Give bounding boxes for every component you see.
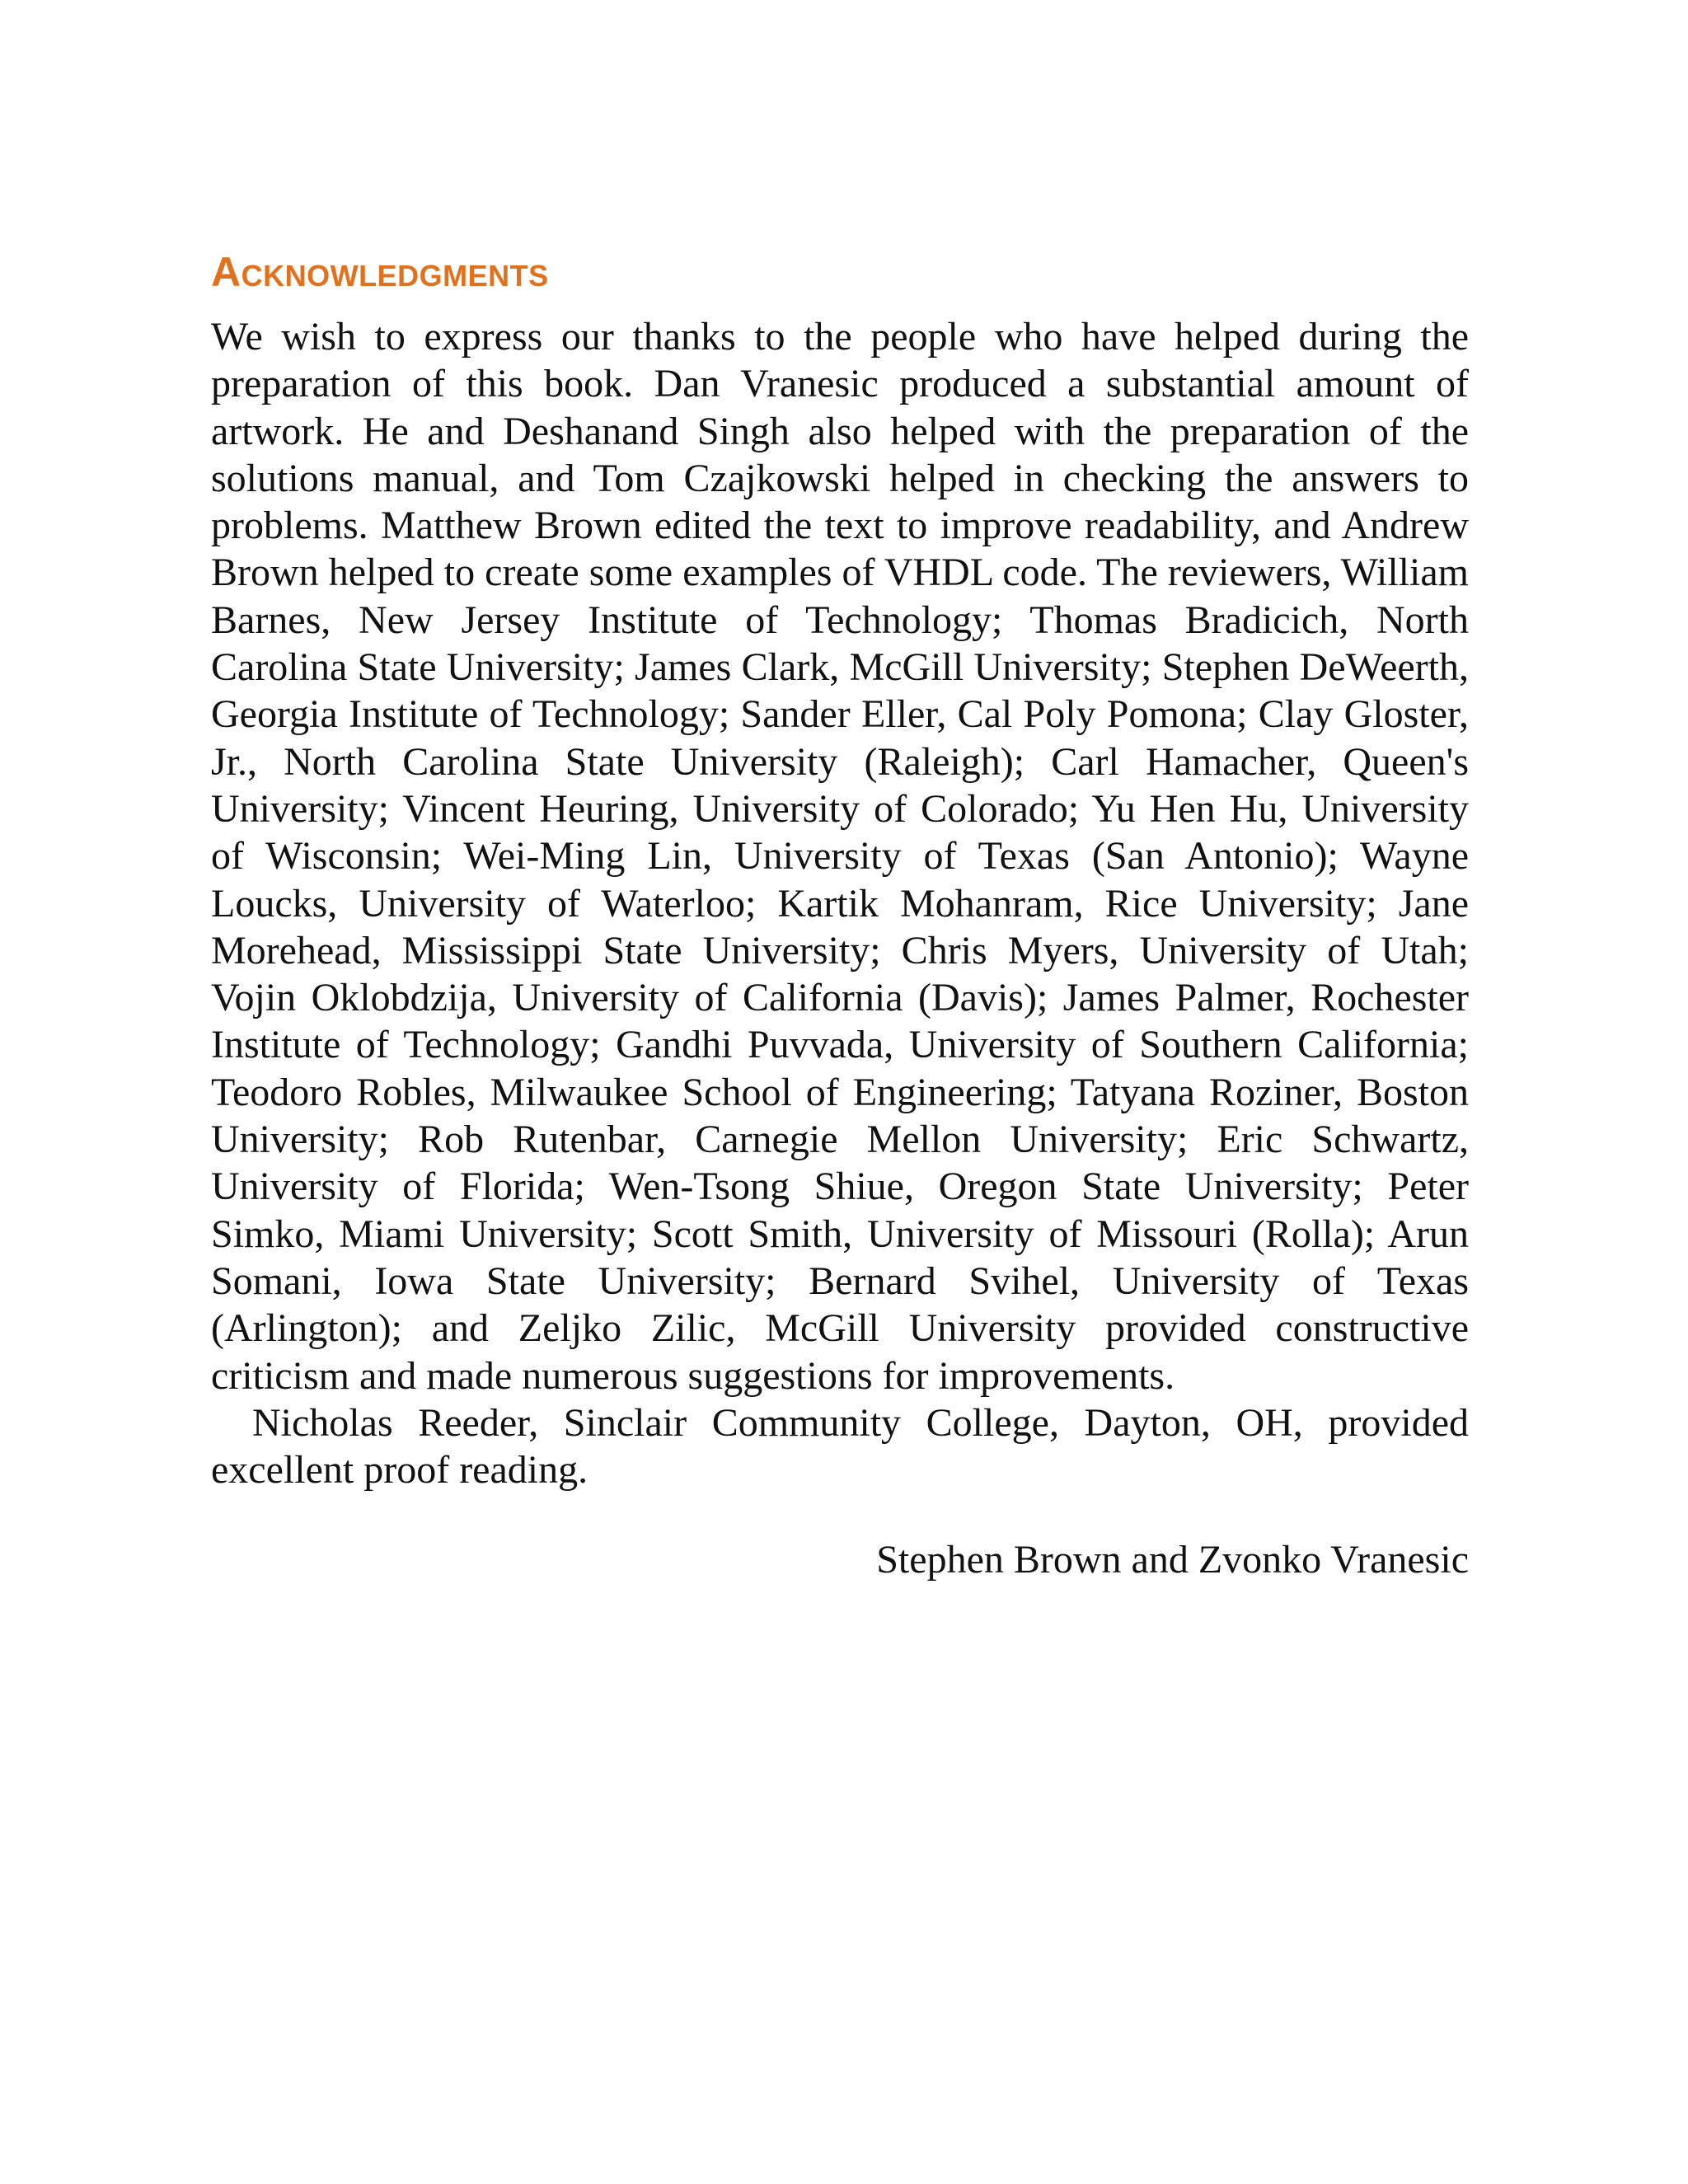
page-title — [211, 247, 1469, 297]
authors-signature: Stephen Brown and Zvonko Vranesic — [876, 1538, 1469, 1582]
title-rest: CKNOWLEDGMENTS — [241, 259, 549, 293]
acknowledgments-paragraph-2: Nicholas Reeder, Sinclair Community College, Dayton, OH, provided excellent proof reading. — [211, 1400, 1469, 1493]
acknowledgments-page — [211, 247, 1469, 1584]
acknowledgments-paragraph-1: We wish to express our thanks to the people who have helped during the preparation of this book. Dan Vranesic produced a substantial amount of artwork. He and Deshanand Singh also helped with the preparation of the solutions manual, and Tom Czajkowski helped in checking the answers to problems. Matthew Brown edited the text to improve readability, and Andrew Brown helped to create some examples of VHDL code. The reviewers, William Barnes, New Jersey Institute of Technology; Thomas Bradicich, North Carolina State University; James Clark, McGill University; Stephen DeWeerth, Georgia Institute of Technology; Sander Eller, Cal Poly Pomona; Clay Gloster, Jr., North Carolina State University (Raleigh); Carl Hamacher, Queen's University; Vincent Heuring, University of Colorado; Yu Hen Hu, University of Wisconsin; Wei-Ming Lin, University of Texas (San Antonio); Wayne Loucks, University of Waterloo; Kartik Mohanram, Rice University; Jane Morehead, Mississippi State University; Chris Myers, University of Utah; Vojin Oklobdzija, University of California (Davis); James Palmer, Rochester Institute of Technology; Gandhi Puvvada, University of Southern California; Teodoro Robles, Milwaukee School of Engineering; Tatyana Roziner, Boston University; Rob Rutenbar, Carnegie Mellon University; Eric Schwartz, University of Florida; Wen-Tsong Shiue, Oregon State University; Peter Simko, Miami University; Scott Smith, University of Missouri (Rolla); Arun Somani, Iowa State University; Bernard Svihel, University of Texas (Arlington); and Zeljko Zilic, McGill University provided constructive criticism and made numerous suggestions for improvements. — [211, 315, 1469, 1398]
title-first-letter: A — [211, 249, 241, 295]
